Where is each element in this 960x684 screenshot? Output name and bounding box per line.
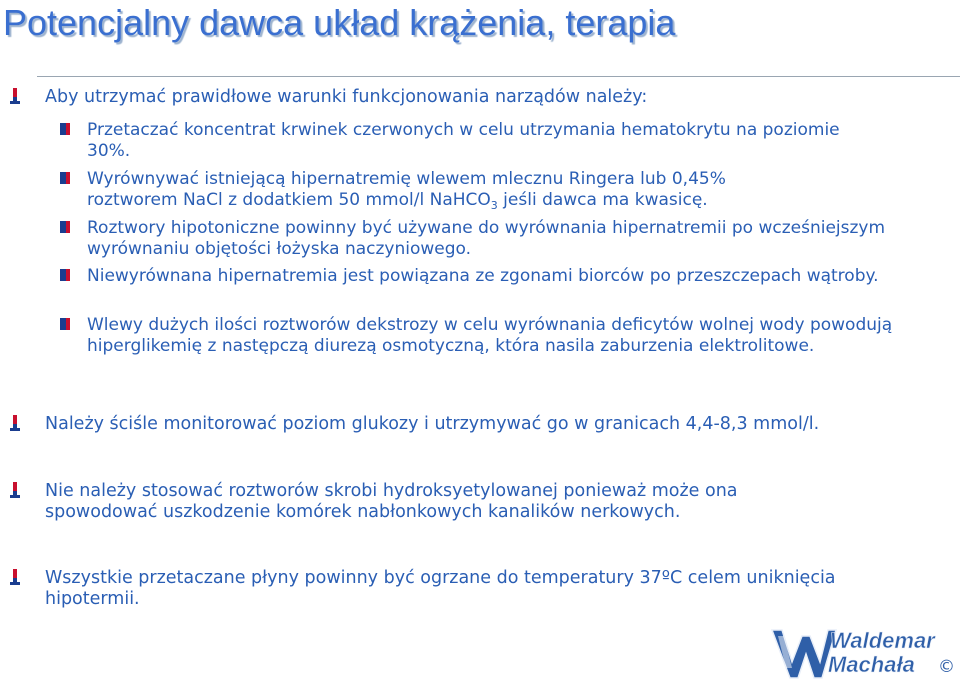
bullet-text-rest: jeśli dawca ma kwasicę. — [497, 189, 708, 210]
bullet-text: Roztwory hipotoniczne powinny być używane do wyrównania hipernatremii po wcześniejszym wyrównaniu objętości łożyska naczyniowego. — [87, 218, 886, 259]
bullet-text-main: Wyrównywać istniejącą hipernatremię wlewem mlecznu Ringera lub 0,45% roztworem NaCl z dodatkiem 50 mmol/l NaHCO — [87, 169, 726, 210]
logo-w-mark-icon — [772, 630, 836, 678]
sub-bullet-item — [87, 120, 877, 161]
square-bullet-icon — [60, 172, 70, 184]
logo-line1: Waldemar — [830, 628, 935, 653]
sub-bullet-item — [87, 315, 917, 356]
bullet-text: Wszystkie przetaczane płyny powinny być ogrzane do temperatury 37ºC celem uniknięcia hipotermii. — [45, 568, 836, 609]
bullet-text: Niewyrównana hipernatremia jest powiązana ze zgonami biorców po przeszczepach wątroby. — [87, 266, 879, 286]
bullet-icon — [10, 88, 20, 104]
bullet-icon — [10, 415, 20, 431]
sub-bullet-item — [87, 218, 887, 259]
sub-bullet-item — [87, 266, 917, 287]
bullet-text — [87, 169, 817, 216]
bullet-icon — [10, 482, 20, 498]
subscript: 3 — [490, 198, 498, 212]
bullet-text: Przetaczać koncentrat krwinek czerwonych w celu utrzymania hematokrytu na poziomie 30%. — [87, 120, 840, 161]
bullet-item — [45, 414, 945, 435]
title-divider — [37, 76, 960, 77]
bullet-text: Należy ściśle monitorować poziom glukozy i utrzymywać go w granicach 4,4-8,3 mmol/l. — [45, 414, 820, 434]
copyright-mark: © — [938, 657, 955, 677]
bullet-icon — [10, 569, 20, 585]
square-bullet-icon — [60, 221, 70, 233]
author-logo — [770, 622, 960, 684]
square-bullet-icon — [60, 318, 70, 330]
square-bullet-icon — [60, 269, 70, 281]
bullet-text: Wlewy dużych ilości roztworów dekstrozy w celu wyrównania deficytów wolnej wody powodują hiperglikemię z następczą diurezą osmotyczną, która nasila zaburzenia elektrolitowe. — [87, 315, 893, 356]
bullet-text: Nie należy stosować roztworów skrobi hydroksyetylowanej ponieważ może ona spowodować uszkodzenie komórek nabłonkowych kanalików nerkowych. — [45, 481, 738, 522]
slide-title: Potencjalny dawca układ krążenia, terapia — [3, 2, 676, 43]
sub-bullet-item — [87, 169, 817, 216]
bullet-item — [45, 481, 835, 523]
bullet-item — [45, 568, 925, 610]
square-bullet-icon — [60, 123, 70, 135]
bullet-item — [45, 87, 945, 108]
bullet-text: Aby utrzymać prawidłowe warunki funkcjonowania narządów należy: — [45, 87, 648, 107]
logo-line2: Machała — [828, 652, 915, 677]
